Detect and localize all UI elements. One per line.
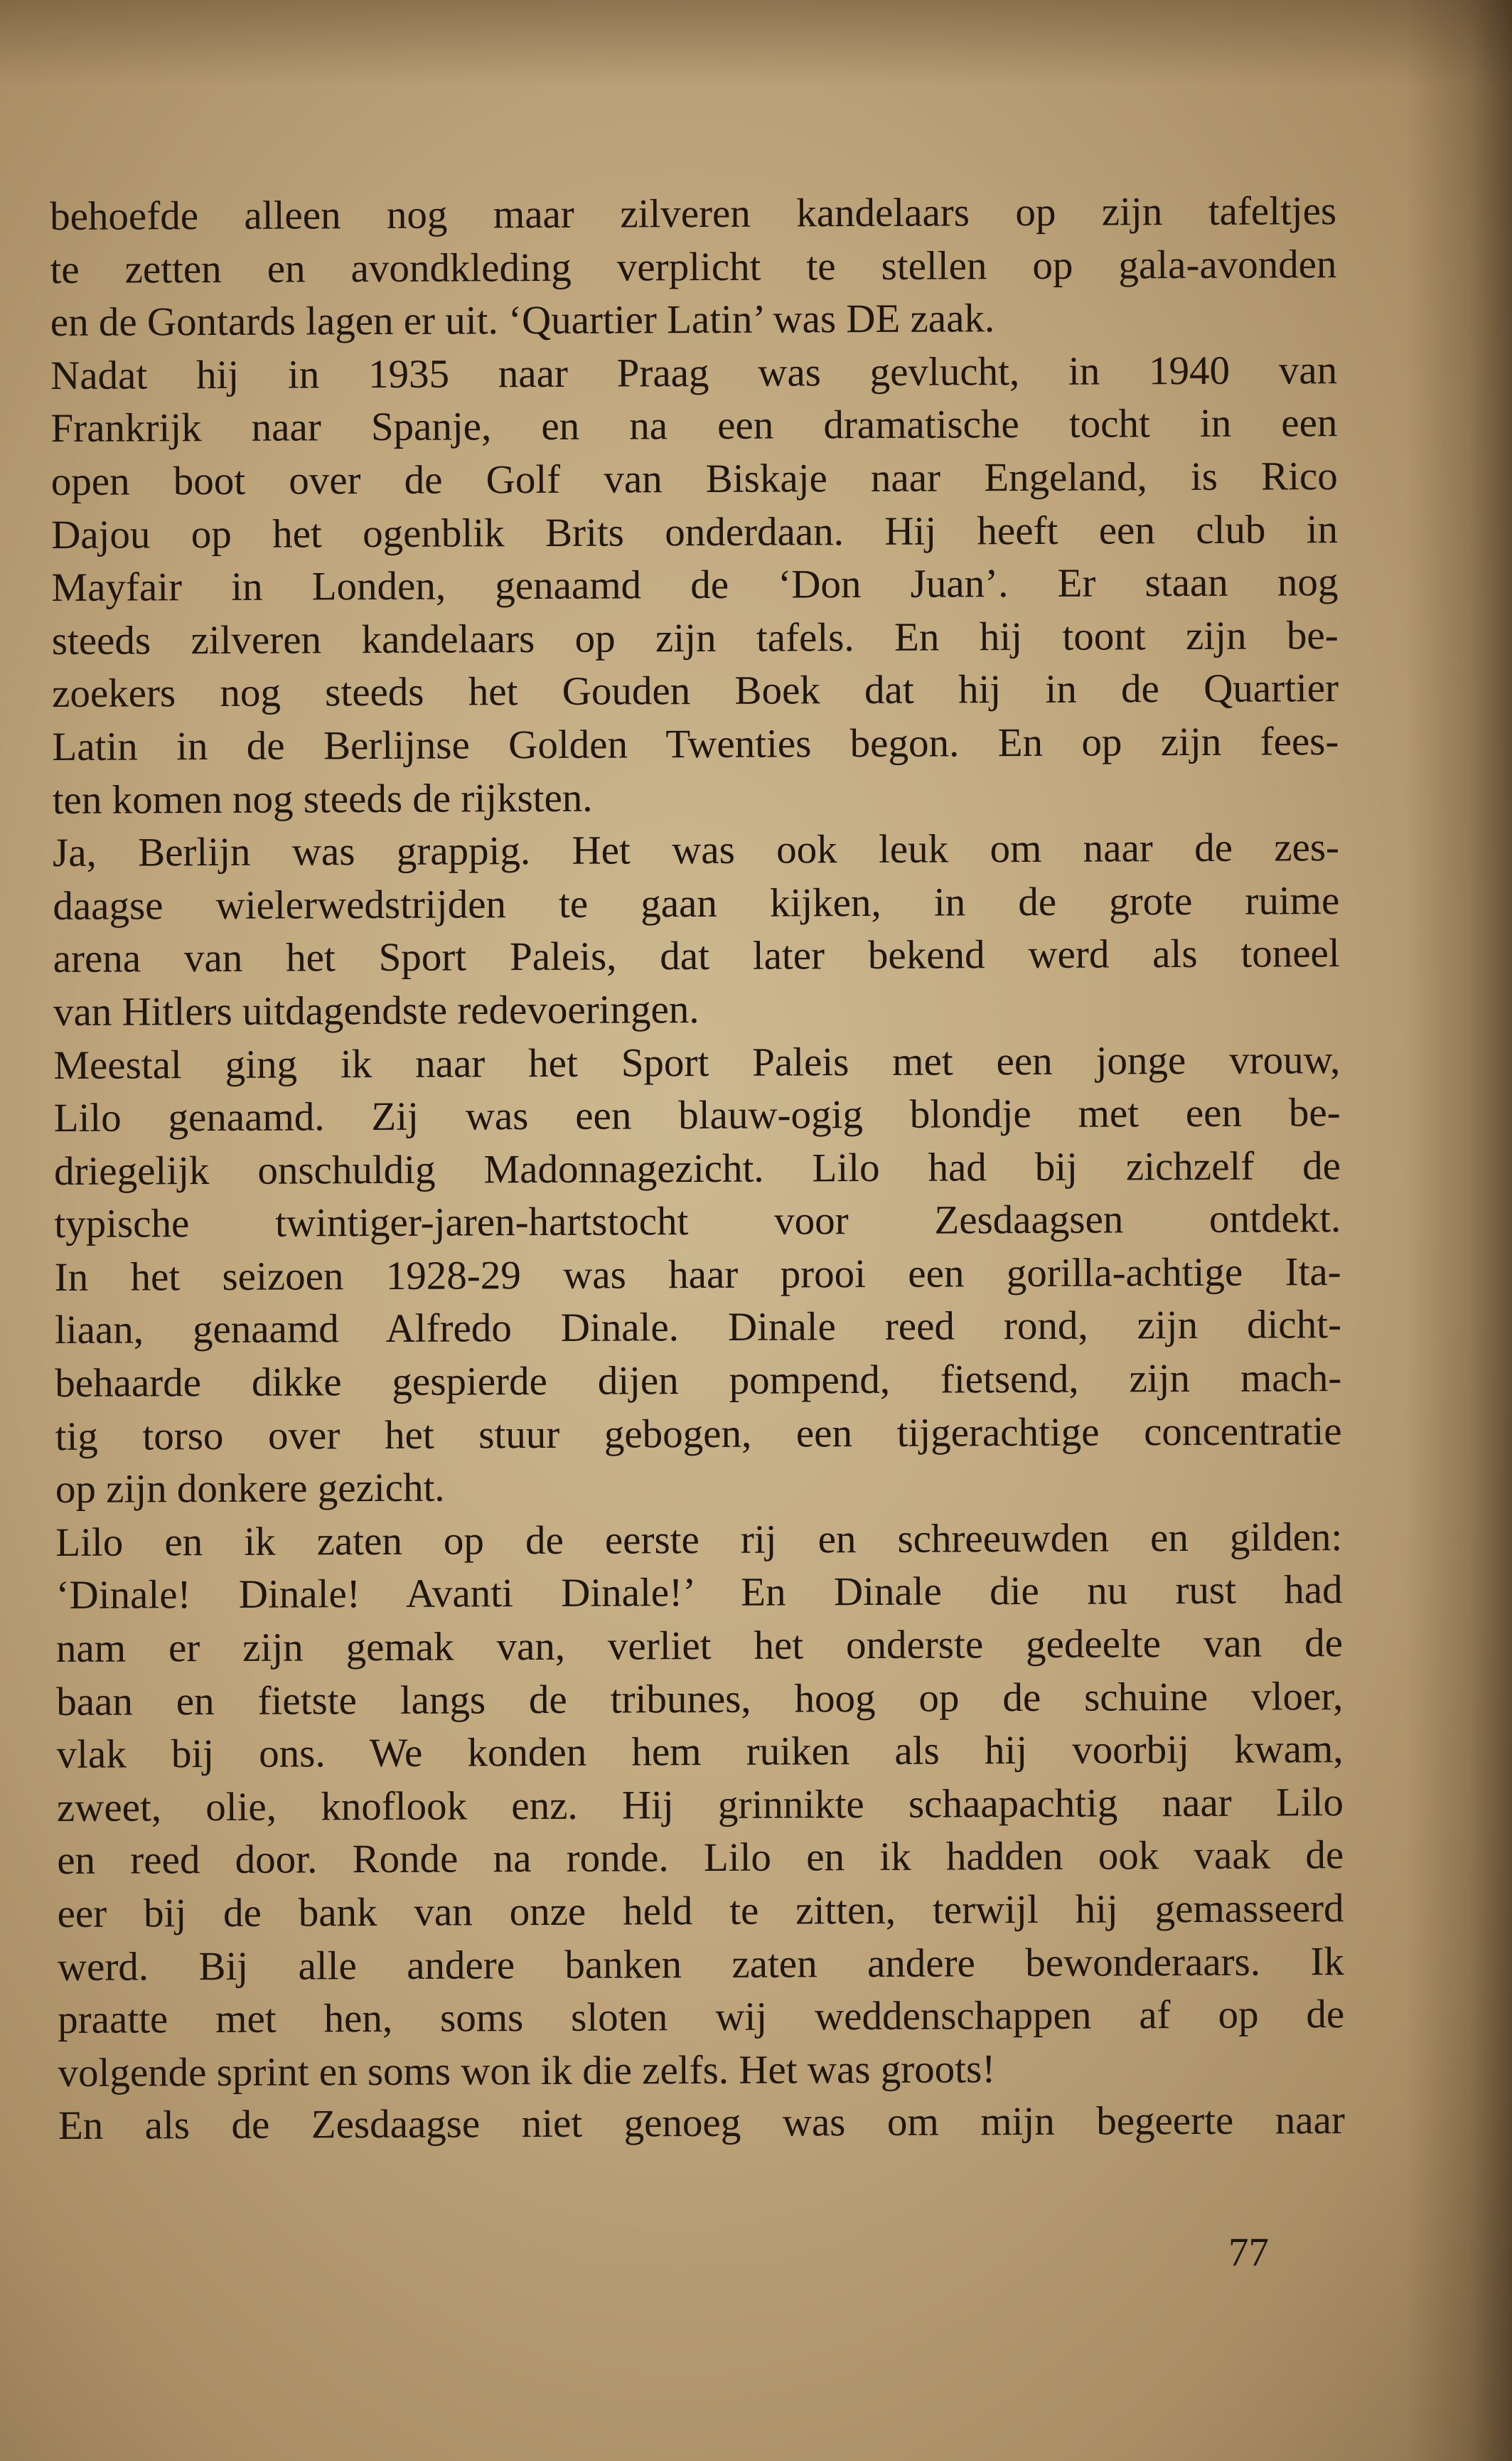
text-line: behoefde alleen nog maar zilveren kandelaars op zijn tafeltjes: [50, 188, 1337, 239]
text-line: daagse wielerwedstrijden te gaan kijken, in de grote ruime: [53, 877, 1340, 929]
text-line: Frankrijk naar Spanje, en na een dramatische tocht in een: [50, 400, 1338, 452]
text-line: ten komen nog steeds de rijksten.: [52, 775, 593, 823]
page-number: 77: [1228, 2230, 1269, 2275]
text-line: en de Gontards lagen er uit. ‘Quartier Latin’ was DE zaak.: [50, 296, 995, 346]
text-line: van Hitlers uitdagendste redevoeringen.: [53, 986, 699, 1035]
text-line: volgende sprint en soms won ik die zelfs. Het was groots!: [58, 2046, 996, 2096]
text-line: vlak bij ons. We konden hem ruiken als hij voorbij kwam,: [56, 1726, 1344, 1778]
text-line: eer bij de bank van onze held te zitten, terwijl hij gemasseerd: [57, 1886, 1344, 1936]
page-edge-shadow: [1405, 0, 1512, 2461]
body-text: [50, 185, 1345, 2153]
text-line: praatte met hen, soms sloten wij weddenschappen af op de: [58, 1992, 1345, 2043]
text-line: typische twintiger-jaren-hartstocht voor Zesdaagsen ontdekt.: [54, 1196, 1341, 1247]
text-line: en reed door. Ronde na ronde. Lilo en ik hadden ook vaak de: [57, 1832, 1344, 1884]
text-line: zoekers nog steeds het Gouden Boek dat hij in de Quartier: [51, 666, 1339, 717]
text-line: op zijn donkere gezicht.: [55, 1465, 445, 1512]
text-line: te zetten en avondkleding verplicht te stellen op gala-avonden: [50, 241, 1337, 292]
text-line: zweet, olie, knoflook enz. Hij grinnikte schaapachtig naar Lilo: [56, 1779, 1344, 1830]
text-line: open boot over de Golf van Biskaje naar Engeland, is Rico: [50, 454, 1338, 504]
text-line: Mayfair in Londen, genaamd de ‘Don Juan’. Er staan nog: [51, 560, 1339, 611]
text-line: arena van het Sport Paleis, dat later bekend werd als toneel: [53, 931, 1340, 982]
text-line: In het seizoen 1928-29 was haar prooi een gorilla-achtige Ita-: [54, 1249, 1341, 1300]
text-line: Lilo genaamd. Zij was een blauw-ogig blondje met een be-: [53, 1090, 1341, 1141]
text-line: tig torso over het stuur gebogen, een tijgerachtige concentratie: [55, 1408, 1342, 1459]
text-line: Latin in de Berlijnse Golden Twenties begon. En op zijn fees-: [52, 719, 1339, 769]
text-line: baan en fietste langs de tribunes, hoog op de schuine vloer,: [56, 1673, 1344, 1724]
text-line: behaarde dikke gespierde dijen pompend, fietsend, zijn mach-: [55, 1355, 1342, 1406]
text-line: steeds zilveren kandelaars op zijn tafels. En hij toont zijn be-: [51, 612, 1339, 663]
text-line: liaan, genaamd Alfredo Dinale. Dinale reed rond, zijn dicht-: [54, 1302, 1342, 1353]
text-line: En als de Zesdaagse niet genoeg was om mijn begeerte naar: [58, 2098, 1345, 2149]
text-line: Lilo en ik zaten op de eerste rij en schreeuwden en gilden:: [55, 1514, 1343, 1565]
text-line: nam er zijn gemak van, verliet het onderste gedeelte van de: [55, 1621, 1344, 1672]
text-line: werd. Bij alle andere banken zaten andere bewonderaars. Ik: [57, 1938, 1345, 1990]
text-line: driegelijk onschuldig Madonnagezicht. Lilo had bij zichzelf de: [53, 1143, 1341, 1194]
text-line: Dajou op het ogenblik Brits onderdaan. Hij heeft een club in: [50, 506, 1339, 557]
text-line: Ja, Berlijn was grappig. Het was ook leuk om naar de zes-: [52, 825, 1340, 876]
text-line: Nadat hij in 1935 naar Praag was gevlucht, in 1940 van: [50, 347, 1338, 398]
page-top-shadow: [0, 0, 1512, 85]
text-line: ‘Dinale! Dinale! Avanti Dinale!’ En Dinale die nu rust had: [55, 1567, 1343, 1618]
text-line: Meestal ging ik naar het Sport Paleis met een jonge vrouw,: [53, 1037, 1341, 1088]
